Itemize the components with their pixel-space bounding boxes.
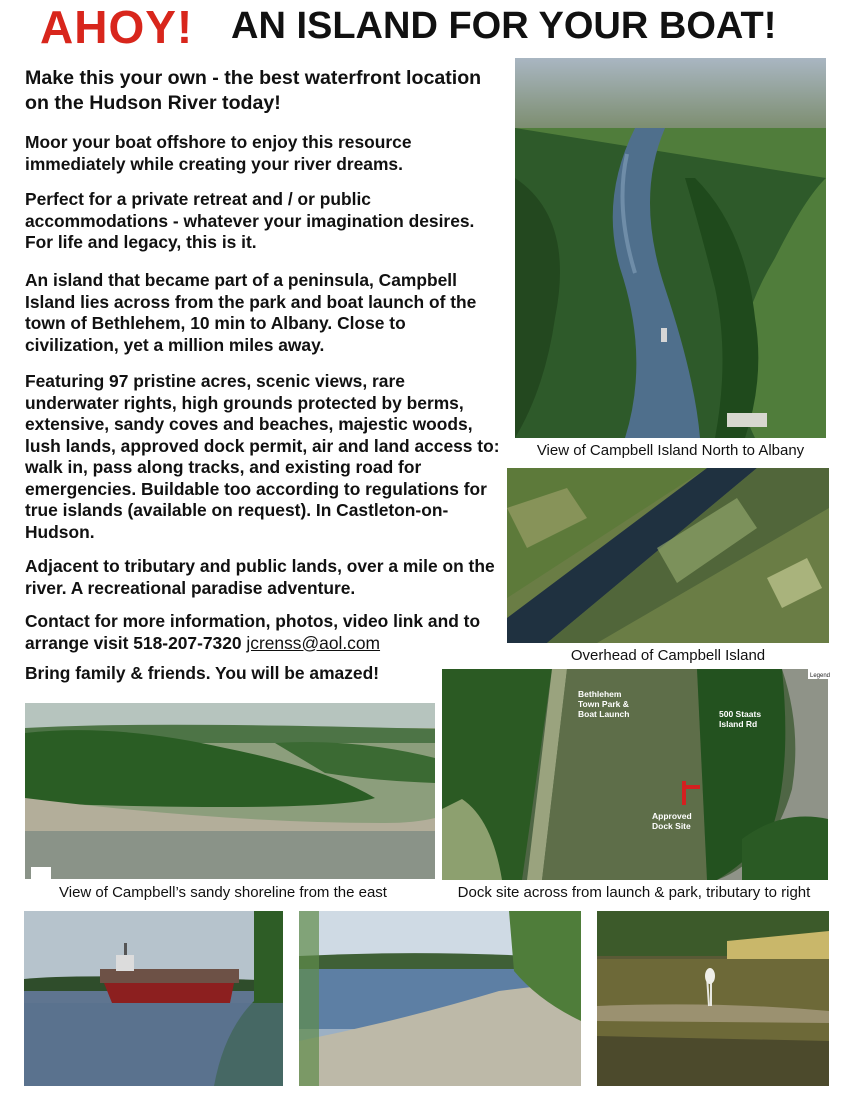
main-title: AN ISLAND FOR YOUR BOAT! (231, 5, 777, 47)
map-label-park-1: Bethlehem (578, 689, 622, 699)
location-paragraph: An island that became part of a peninsula, Campbell Island lies across from the park and boat launch of the town of Bethlehem, 10 min to Albany. Close to civilization, yet a million miles away. (25, 270, 477, 355)
map-label-address-2: Island Rd (719, 719, 758, 729)
caption-shoreline: View of Campbell’s sandy shoreline from the east (59, 884, 387, 901)
email-link[interactable]: jcrenss@aol.com (246, 632, 381, 653)
map-label-address-1: 500 Staats (719, 709, 762, 719)
aerial-north-photo (515, 58, 826, 438)
ahoy-title: AHOY! (40, 1, 194, 53)
shoreline-photo (25, 703, 435, 879)
features-paragraph: Featuring 97 pristine acres, scenic views, rare underwater rights, high grounds protected by berms, extensive, sandy coves and beaches, majestic woods, lush lands, approved dock permit, air and land access to: walk in, pass along tracks, and existing road for emergencies. Buildable too according to regulations for true islands (available on request). In Castleton-on-Hudson. (25, 371, 500, 542)
cargo-ship-photo (24, 911, 283, 1086)
overhead-photo (507, 468, 829, 643)
river-beach-photo (299, 911, 581, 1086)
contact-paragraph (25, 611, 503, 654)
headline (0, 0, 850, 52)
map-label-park-2: Town Park & (578, 699, 629, 709)
caption-dock-site: Dock site across from launch & park, tributary to right (457, 884, 811, 901)
intro-paragraph: Make this your own - the best waterfront location on the Hudson River today! (25, 67, 482, 114)
map-label-dock-1: Approved (652, 811, 692, 821)
tributary-paragraph: Adjacent to tributary and public lands, over a mile on the river. A recreational paradise adventure. (25, 556, 495, 598)
dock-site-map (442, 669, 831, 880)
map-label-park-3: Boat Launch (578, 709, 630, 719)
map-label-dock-2: Dock Site (652, 821, 691, 831)
heron-photo (597, 911, 829, 1086)
caption-overhead: Overhead of Campbell Island (570, 647, 766, 664)
map-legend: Legend (810, 673, 831, 679)
moor-paragraph: Moor your boat offshore to enjoy this resource immediately while creating your river dreams. (25, 132, 412, 174)
caption-aerial-north: View of Campbell Island North to Albany (536, 442, 805, 459)
retreat-paragraph: Perfect for a private retreat and / or public accommodations - whatever your imagination desires. For life and legacy, this is it. (25, 189, 475, 252)
closing-paragraph: Bring family & friends. You will be amazed! (25, 663, 380, 683)
contact-text: Contact for more information, photos, video link and to arrange visit 518-207-7320 (25, 611, 481, 653)
